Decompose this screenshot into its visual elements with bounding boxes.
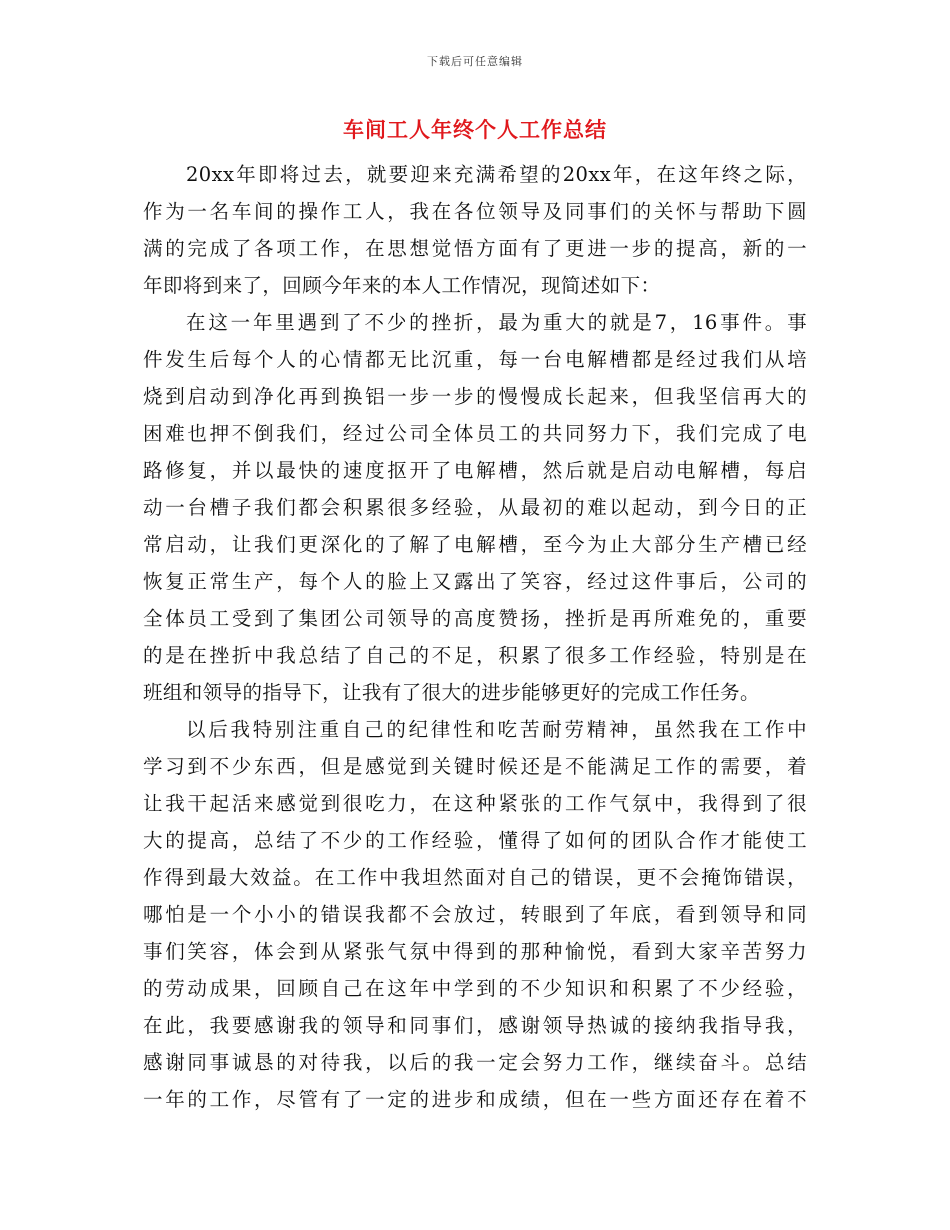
text-line: 恢复正常生产，每个人的脸上又露出了笑容，经过这件事后，公司的 bbox=[143, 570, 807, 593]
text-line: 作得到最大效益。在工作中我坦然面对自己的错误，更不会掩饰错误， bbox=[143, 866, 807, 889]
text-line: 常启动，让我们更深化的了解了电解槽，至今为止大部分生产槽已经 bbox=[143, 533, 807, 556]
text-line: 事们笑容，体会到从紧张气氛中得到的那种愉悦，看到大家辛苦努力 bbox=[143, 940, 807, 963]
text-line: 动一台槽子我们都会积累很多经验，从最初的难以起动，到今日的正 bbox=[143, 496, 807, 519]
text-line: 以后我特别注重自己的纪律性和吃苦耐劳精神，虽然我在工作中 bbox=[186, 718, 807, 741]
text-line: 作为一名车间的操作工人，我在各位领导及同事们的关怀与帮助下圆 bbox=[143, 200, 807, 223]
text-line: 烧到启动到净化再到换铝一步一步的慢慢成长起来，但我坚信再大的 bbox=[143, 385, 807, 408]
text-line: 路修复，并以最快的速度抠开了电解槽，然后就是启动电解槽，每启 bbox=[143, 459, 807, 482]
document-title: 车间工人年终个人工作总结 bbox=[343, 118, 607, 142]
text-line: 满的完成了各项工作，在思想觉悟方面有了更进一步的提高，新的一 bbox=[143, 237, 807, 260]
document-body bbox=[143, 156, 807, 1118]
text-line: 让我干起活来感觉到很吃力，在这种紧张的工作气氛中，我得到了很 bbox=[143, 792, 807, 815]
text-line: 20xx年即将过去，就要迎来充满希望的20xx年，在这年终之际， bbox=[186, 163, 807, 186]
text-line: 全体员工受到了集团公司领导的高度赞扬，挫折是再所难免的，重要 bbox=[143, 607, 807, 630]
text-line: 哪怕是一个小小的错误我都不会放过，转眼到了年底，看到领导和同 bbox=[143, 903, 807, 926]
text-line: 的劳动成果，回顾自己在这年中学到的不少知识和积累了不少经验， bbox=[143, 977, 807, 1000]
text-line: 一年的工作，尽管有了一定的进步和成绩，但在一些方面还存在着不 bbox=[143, 1088, 807, 1111]
text-line: 在这一年里遇到了不少的挫折，最为重大的就是7，16事件。事 bbox=[186, 311, 807, 334]
text-line: 班组和领导的指导下，让我有了很大的进步能够更好的完成工作任务。 bbox=[143, 681, 760, 704]
text-line: 的是在挫折中我总结了自己的不足，积累了很多工作经验，特别是在 bbox=[143, 644, 807, 667]
text-line: 困难也押不倒我们，经过公司全体员工的共同努力下，我们完成了电 bbox=[143, 422, 807, 445]
header-note: 下载后可任意编辑 bbox=[427, 55, 523, 68]
text-line: 件发生后每个人的心情都无比沉重，每一台电解槽都是经过我们从培 bbox=[143, 348, 807, 371]
text-line: 感谢同事诚恳的对待我，以后的我一定会努力工作，继续奋斗。总结 bbox=[143, 1051, 807, 1074]
text-line: 学习到不少东西，但是感觉到关键时候还是不能满足工作的需要，着 bbox=[143, 755, 807, 778]
text-line: 年即将到来了，回顾今年来的本人工作情况，现简述如下： bbox=[143, 274, 661, 297]
text-line: 在此，我要感谢我的领导和同事们，感谢领导热诚的接纳我指导我， bbox=[143, 1014, 807, 1037]
text-line: 大的提高，总结了不少的工作经验，懂得了如何的团队合作才能使工 bbox=[143, 829, 807, 852]
